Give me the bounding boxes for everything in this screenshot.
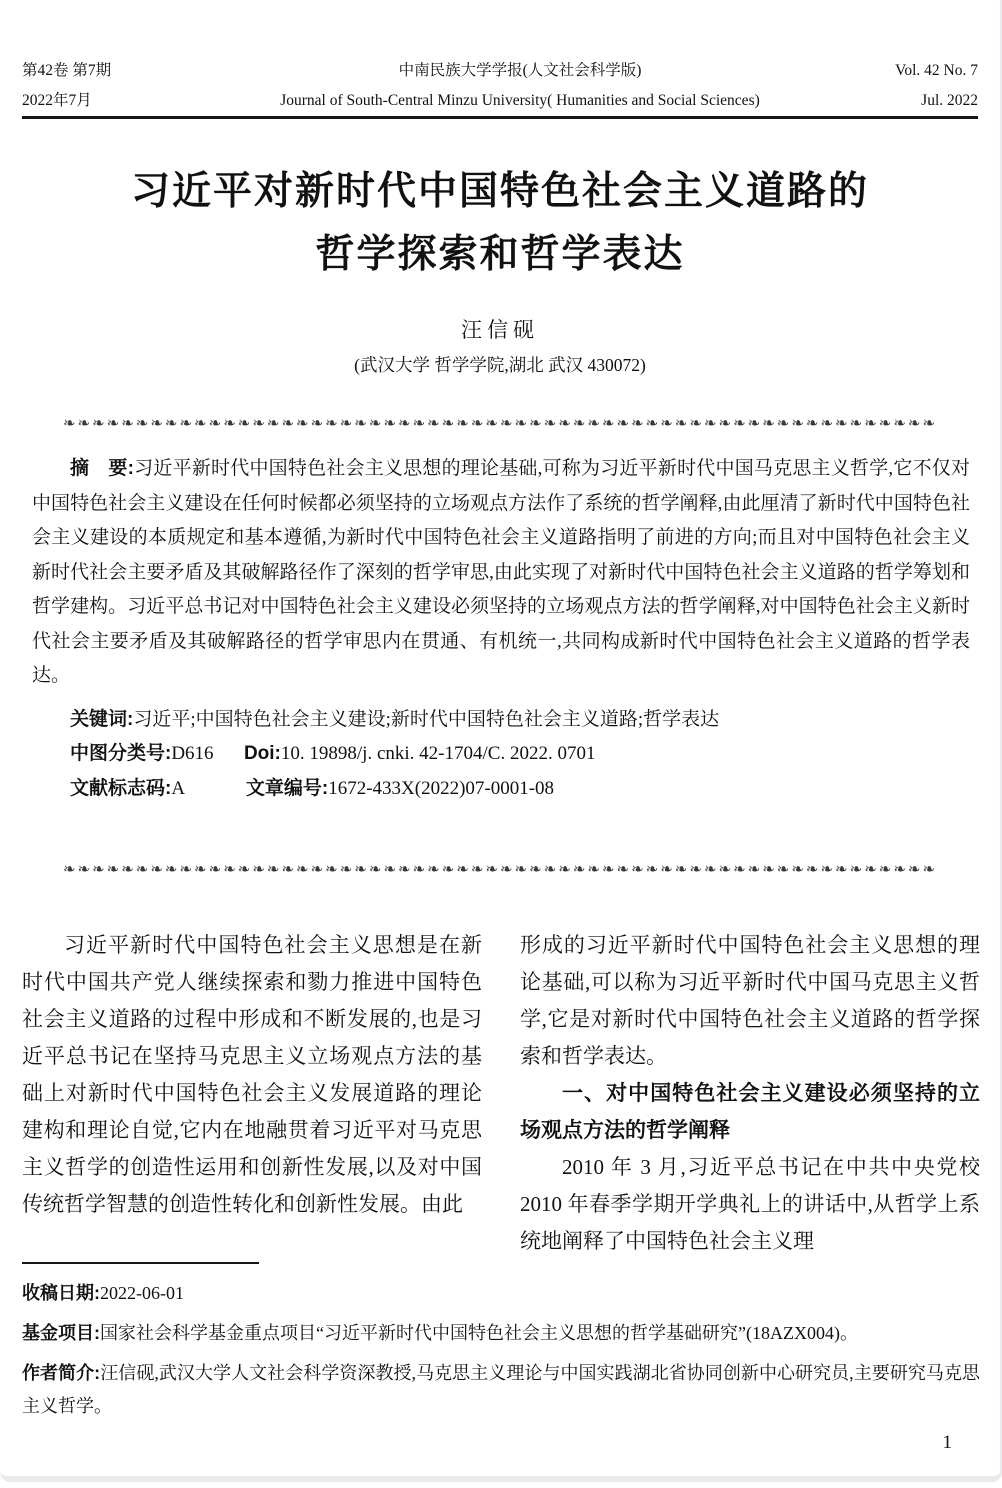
doi-label: Doi: [243,743,281,764]
body-paragraph-right-2: 2010 年 3 月,习近平总书记在中共中央党校 2010 年春季学期开学典礼上的讲话中,从哲学上系统地阐释了中国特色社会主义理 [520,1155,980,1253]
article-title-line-2: 哲学探索和哲学表达 [315,233,685,276]
clc-label: 中图分类号: [70,743,172,764]
page-number: 1 [942,1432,952,1453]
doc-code-label: 文献标志码: [70,777,172,799]
abstract-block [32,452,970,806]
keywords-label: 关键词: [70,708,134,730]
journal-title-en: Journal of South-Central Minzu University( Humanities and Social Sciences) [280,92,760,109]
volume-issue-cn: 第42卷 第7期 [22,62,112,79]
fund-project-value: 国家社会科学基金重点项目“习近平新时代中国特色社会主义思想的哲学基础研究”(18AZX004)。 [100,1323,858,1343]
volume-issue-en: Vol. 42 No. 7 [895,62,978,79]
author-name: 汪信砚 [461,318,539,342]
body-column-right [520,927,980,1260]
ornament-separator-top: ❧❧❧❧❧❧❧❧❧❧❧❧❧❧❧❧❧❧❧❧❧❧❧❧❧❧❧❧❧❧❧❧❧❧❧❧❧❧❧❧❧❧❧❧❧❧❧❧❧❧❧❧❧❧❧❧❧❧❧❧ [62,414,938,432]
clc-value: D616 [171,743,214,764]
ornament-separator-bottom: ❧❧❧❧❧❧❧❧❧❧❧❧❧❧❧❧❧❧❧❧❧❧❧❧❧❧❧❧❧❧❧❧❧❧❧❧❧❧❧❧❧❧❧❧❧❧❧❧❧❧❧❧❧❧❧❧❧❧❧❧ [62,860,938,878]
author-bio-label: 作者简介: [22,1363,101,1383]
author-bio-line [22,1357,980,1423]
body-paragraph-right-1: 形成的习近平新时代中国特色社会主义思想的理论基础,可以称为习近平新时代中国马克思主义哲学,它是对新时代中国特色社会主义道路的哲学探索和哲学表达。 [520,933,980,1068]
abstract-paragraph [32,452,970,694]
footnotes-block [22,1277,980,1430]
abstract-label: 摘 要: [70,458,134,479]
journal-header-row-1 [22,58,978,88]
abstract-text: 习近平新时代中国特色社会主义思想的理论基础,可称为习近平新时代中国马克思主义哲学,它不仅对中国特色社会主义建设在任何时候都必须坚持的立场观点方法作了系统的哲学阐释,由此厘清了新时代中国特色社会主义建设的本质规定和基本遵循,为新时代中国特色社会主义道路指明了前进的方向;而且对中国特色社会主义新时代社会主要矛盾及其破解路径作了深刻的哲学审思,由此实现了对新时代中国特色社会主义道路的哲学筹划和哲学建构。习近平总书记对中国特色社会主义建设必须坚持的立场观点方法的哲学阐释,对中国特色社会主义新时代社会主要矛盾及其破解路径的哲学审思内在贯通、有机统一,共同构成新时代中国特色社会主义道路的哲学表达。 [32,458,970,686]
article-title-line-1: 习近平对新时代中国特色社会主义道路的 [130,170,869,213]
received-date-value: 2022-06-01 [100,1283,184,1303]
document-code-line [32,772,970,807]
header-divider-rule [22,116,978,119]
fund-project-label: 基金项目: [22,1323,100,1343]
doi-value: 10. 19898/j. cnki. 42-1704/C. 2022. 0701 [280,743,596,764]
doc-code-value: A [171,777,186,799]
received-date-label: 收稿日期: [22,1283,100,1303]
classification-line [32,737,970,772]
article-number-value: 1672-433X(2022)07-0001-08 [328,777,555,799]
article-number-label: 文章编号: [245,777,329,799]
journal-header-row-2 [22,88,978,118]
section-heading-1: 一、对中国特色社会主义建设必须坚持的立场观点方法的哲学阐释 [520,1082,980,1142]
keywords-text: 习近平;中国特色社会主义建设;新时代中国特色社会主义道路;哲学表达 [133,708,720,730]
author-bio-value: 汪信砚,武汉大学人文社会科学资深教授,马克思主义理论与中国实践湖北省协同创新中心研究员,主要研究马克思主义哲学。 [22,1363,981,1416]
journal-title-cn: 中南民族大学学报(人文社会科学版) [398,62,642,79]
journal-header [22,58,978,118]
date-cn: 2022年7月 [22,92,92,109]
body-column-left [22,927,482,1223]
received-date-line [22,1277,980,1310]
article-title [0,160,1000,286]
body-paragraph-left: 习近平新时代中国特色社会主义思想是在新时代中国共产党人继续探索和勠力推进中国特色社会主义道路的过程中形成和不断发展的,也是习近平总书记在坚持马克思主义立场观点方法的基础上对新时代中国特色社会主义发展道路的理论建构和理论自觉,它内在地融贯着习近平对马克思主义哲学的创造性运用和创新性发展,以及对中国传统哲学智慧的创造性转化和创新性发展。由此 [22,933,482,1216]
keywords-line [32,703,970,738]
fund-project-line [22,1317,980,1350]
author-affiliation: (武汉大学 哲学学院,湖北 武汉 430072) [354,355,646,375]
date-en: Jul. 2022 [921,92,978,109]
footnote-divider-rule [22,1262,259,1264]
